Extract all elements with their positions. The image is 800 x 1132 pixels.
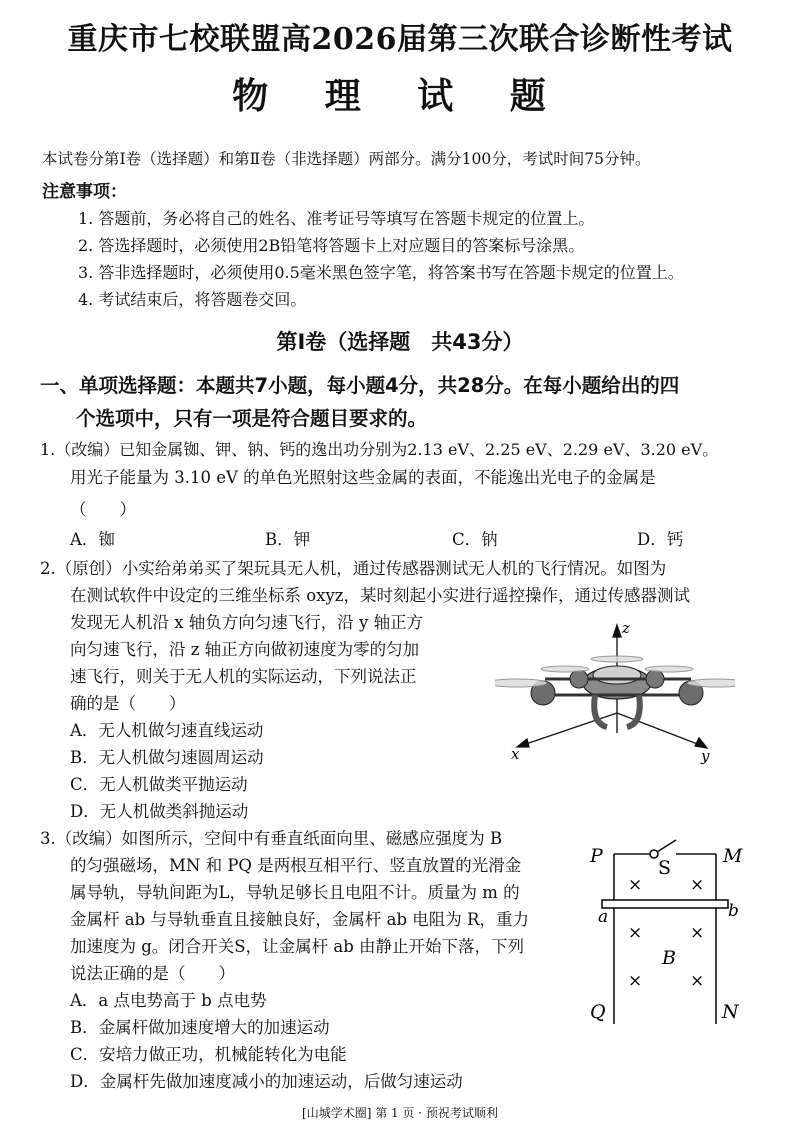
- exam-intro: 本试卷分第Ⅰ卷（选择题）和第Ⅱ卷（非选择题）两部分。满分100分，考试时间75分钟。: [42, 150, 651, 168]
- q1-option-b: B．钾: [265, 530, 311, 549]
- q2-option-d: D．无人机做类斜抛运动: [70, 802, 249, 821]
- q1-option-c: C．钠: [452, 530, 498, 549]
- q3-stem: 的匀强磁场，MN 和 PQ 是两根互相平行、竖直放置的光滑金: [70, 856, 522, 875]
- subject-title: 物 理 试 题: [232, 75, 568, 117]
- label-m: M: [723, 845, 743, 867]
- page-footer: [山城学术圈] 第 1 页 · 预祝考试顺利: [302, 1106, 498, 1120]
- label-field-b: B: [662, 947, 676, 969]
- notice-item: 2. 答选择题时，必须使用2B铅笔将答题卡上对应题目的答案标号涂黑。: [78, 236, 585, 255]
- section1-heading: 一、单项选择题：本题共7小题，每小题4分，共28分。在每小题给出的四: [40, 374, 680, 397]
- label-n: N: [722, 1001, 739, 1023]
- q3-option-d: D．金属杆先做加速度减小的加速运动，后做匀速运动: [70, 1072, 463, 1091]
- q2-stem: 速飞行，则关于无人机的实际运动，下列说法正: [70, 667, 417, 686]
- z-axis-arrow: [613, 625, 621, 637]
- field-cross-mark: ×: [690, 923, 705, 943]
- metal-rod-ab: [602, 900, 728, 908]
- notice-item: 1. 答题前，务必将自己的姓名、准考证号等填写在答题卡规定的位置上。: [78, 209, 595, 228]
- q3-stem: 3.（改编）如图所示，空间中有垂直纸面向里、磁感应强度为 B: [40, 829, 503, 848]
- q3-option-c: C．安培力做正功，机械能转化为电能: [70, 1045, 347, 1064]
- notice-heading: 注意事项：: [42, 182, 127, 202]
- q1-stem: 用光子能量为 3.10 eV 的单色光照射这些金属的表面，不能逸出光电子的金属是: [70, 468, 656, 487]
- x-axis-label: x: [511, 745, 520, 763]
- label-a: a: [598, 907, 609, 927]
- section1-heading-cont: 个选项中，只有一项是符合题目要求的。: [76, 407, 428, 430]
- q2-stem: 确的是（ ）: [70, 694, 186, 713]
- q3-option-b: B．金属杆做加速度增大的加速运动: [70, 1018, 330, 1037]
- z-axis-label: z: [622, 619, 630, 637]
- q2-option-a: A．无人机做匀速直线运动: [70, 721, 264, 740]
- q3-option-a: A．a 点电势高于 b 点电势: [70, 991, 267, 1010]
- q2-stem: 发现无人机沿 x 轴负方向匀速飞行，沿 y 轴正方: [70, 613, 424, 632]
- label-q: Q: [590, 1001, 606, 1023]
- q3-stem: 属导轨，导轨间距为L，导轨足够长且电阻不计。质量为 m 的: [70, 883, 520, 902]
- rail-circuit-figure: [580, 832, 770, 1032]
- q1-stem: 1.（改编）已知金属铷、钾、钠、钙的逸出功分别为2.13 eV、2.25 eV、2.29 eV、3.20 eV。: [40, 440, 719, 459]
- q2-stem: 2.（原创）小实给弟弟买了架玩具无人机，通过传感器测试无人机的飞行情况。如图为: [40, 559, 667, 578]
- label-p: P: [590, 845, 603, 867]
- field-cross-mark: ×: [628, 923, 643, 943]
- q2-stem: 在测试软件中设定的三维坐标系 oxyz，某时刻起小实进行遥控操作，通过传感器测试: [70, 586, 690, 605]
- q3-stem: 说法正确的是（ ）: [70, 964, 235, 983]
- field-cross-mark: ×: [690, 971, 705, 991]
- y-axis-label: y: [701, 747, 710, 765]
- q2-stem: 向匀速飞行，沿 z 轴正方向做初速度为零的匀加: [70, 640, 420, 659]
- label-b: b: [728, 901, 739, 921]
- q2-option-c: C．无人机做类平抛运动: [70, 775, 248, 794]
- exam-title: 重庆市七校联盟高2026届第三次联合诊断性考试: [67, 22, 733, 57]
- part1-title: 第Ⅰ卷（选择题 共43分）: [276, 330, 524, 354]
- q3-stem: 金属杆 ab 与导轨垂直且接触良好，金属杆 ab 电阻为 R，重力: [70, 910, 529, 929]
- q1-answer-blank: （ ）: [70, 500, 136, 519]
- drone-figure: [495, 615, 735, 765]
- q2-option-b: B．无人机做匀速圆周运动: [70, 748, 264, 767]
- notice-item: 3. 答非选择题时，必须使用0.5毫米黑色签字笔，将答案书写在答题卡规定的位置上。: [78, 263, 684, 282]
- label-s: S: [658, 857, 672, 879]
- q3-stem: 加速度为 g。闭合开关S，让金属杆 ab 由静止开始下落，下列: [70, 937, 524, 956]
- field-cross-mark: ×: [628, 875, 643, 895]
- x-axis-line: [523, 713, 617, 745]
- field-cross-mark: ×: [690, 875, 705, 895]
- q1-option-a: A．铷: [70, 530, 115, 549]
- field-cross-mark: ×: [628, 971, 643, 991]
- switch-blade: [657, 840, 676, 852]
- notice-item: 4. 考试结束后，将答题卷交回。: [78, 290, 307, 309]
- q1-option-d: D．钙: [637, 530, 684, 549]
